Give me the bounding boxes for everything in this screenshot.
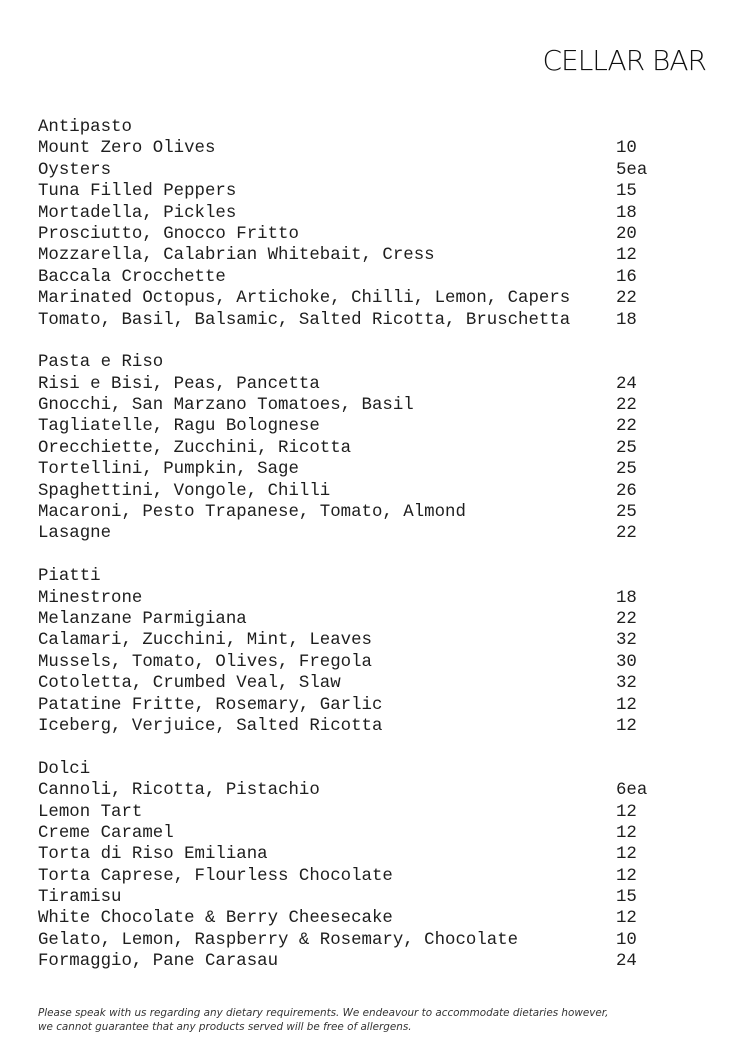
dietary-notice [38, 1006, 698, 1034]
item-price: 32 [616, 674, 637, 694]
item-name: Tuna Filled Peppers [38, 182, 237, 202]
menu-list [38, 117, 678, 994]
item-price: 5ea [616, 160, 648, 180]
item-name: Minestrone [38, 588, 143, 608]
menu-item [38, 438, 678, 459]
menu-item [38, 930, 678, 951]
item-name: Spaghettini, Vongole, Chilli [38, 481, 331, 501]
item-name: White Chocolate & Berry Cheesecake [38, 909, 393, 929]
item-name: Baccala Crocchette [38, 267, 226, 287]
item-name: Mozzarella, Calabrian Whitebait, Cress [38, 246, 435, 266]
item-price: 18 [616, 588, 637, 608]
menu-item [38, 160, 678, 181]
item-name: Torta di Riso Emiliana [38, 845, 268, 865]
brand-logo: CELLAR BAR [542, 44, 706, 77]
item-name: Gelato, Lemon, Raspberry & Rosemary, Chocolate [38, 930, 519, 950]
item-price: 12 [616, 866, 637, 886]
menu-item [38, 523, 678, 544]
item-price: 18 [616, 310, 637, 330]
item-price: 10 [616, 139, 637, 159]
menu-item [38, 844, 678, 865]
item-price: 22 [616, 609, 637, 629]
item-name: Cannoli, Ricotta, Pistachio [38, 781, 320, 801]
item-price: 30 [616, 652, 637, 672]
item-price: 22 [616, 524, 637, 544]
menu-item [38, 502, 678, 523]
menu-item [38, 887, 678, 908]
item-price: 22 [616, 417, 637, 437]
menu-item [38, 181, 678, 202]
section-title: Pasta e Riso [38, 353, 164, 373]
item-name: Mount Zero Olives [38, 139, 216, 159]
item-name: Lemon Tart [38, 802, 143, 822]
menu-item [38, 609, 678, 630]
menu-item [38, 908, 678, 929]
item-price: 18 [616, 203, 637, 223]
section-title: Antipasto [38, 118, 132, 137]
item-price: 15 [616, 888, 637, 908]
menu-item [38, 951, 678, 972]
item-name: Orecchiette, Zucchini, Ricotta [38, 438, 352, 458]
menu-item [38, 267, 678, 288]
item-name: Marinated Octopus, Artichoke, Chilli, Lemon, Capers [38, 289, 571, 309]
item-price: 12 [616, 823, 637, 843]
item-name: Tagliatelle, Ragu Bolognese [38, 417, 320, 437]
item-name: Mortadella, Pickles [38, 203, 237, 223]
menu-item [38, 652, 678, 673]
menu-item [38, 224, 678, 245]
menu-item [38, 288, 678, 309]
item-price: 25 [616, 503, 637, 523]
menu-item [38, 588, 678, 609]
menu-item [38, 374, 678, 395]
item-price: 20 [616, 224, 637, 244]
menu-item [38, 481, 678, 502]
menu-item [38, 823, 678, 844]
item-name: Melanzane Parmigiana [38, 609, 247, 629]
item-price: 12 [616, 845, 637, 865]
item-name: Cotoletta, Crumbed Veal, Slaw [38, 674, 341, 694]
item-name: Tomato, Basil, Balsamic, Salted Ricotta, Bruschetta [38, 310, 571, 330]
menu-item [38, 138, 678, 159]
item-name: Calamari, Zucchini, Mint, Leaves [38, 631, 372, 651]
item-price: 22 [616, 289, 637, 309]
item-price: 6ea [616, 781, 648, 801]
item-name: Torta Caprese, Flourless Chocolate [38, 866, 393, 886]
item-name: Patatine Fritte, Rosemary, Garlic [38, 695, 383, 715]
menu-item [38, 416, 678, 437]
menu-item [38, 395, 678, 416]
section-title: Piatti [38, 567, 101, 587]
item-price: 12 [616, 246, 637, 266]
item-name: Iceberg, Verjuice, Salted Ricotta [38, 716, 383, 736]
item-name: Tortellini, Pumpkin, Sage [38, 460, 299, 480]
dietary-notice-line: we cannot guarantee that any products served will be free of allergens. [38, 1021, 412, 1033]
menu-item [38, 802, 678, 823]
item-price: 12 [616, 695, 637, 715]
item-name: Tiramisu [38, 888, 122, 908]
menu-item [38, 310, 678, 331]
item-price: 25 [616, 438, 637, 458]
menu-section [38, 117, 678, 331]
item-name: Oysters [38, 160, 112, 180]
item-price: 24 [616, 952, 637, 972]
menu-section [38, 566, 678, 737]
menu-item [38, 780, 678, 801]
section-title: Dolci [38, 759, 91, 779]
item-name: Lasagne [38, 524, 112, 544]
item-price: 10 [616, 930, 637, 950]
menu-item [38, 673, 678, 694]
item-name: Gnocchi, San Marzano Tomatoes, Basil [38, 396, 414, 416]
item-name: Prosciutto, Gnocco Fritto [38, 224, 299, 244]
menu-item [38, 716, 678, 737]
item-price: 12 [616, 909, 637, 929]
item-price: 16 [616, 267, 637, 287]
item-name: Risi e Bisi, Peas, Pancetta [38, 374, 320, 394]
menu-item [38, 459, 678, 480]
item-name: Mussels, Tomato, Olives, Fregola [38, 652, 372, 672]
item-price: 22 [616, 396, 637, 416]
item-name: Formaggio, Pane Carasau [38, 952, 279, 972]
menu-item [38, 630, 678, 651]
menu-item [38, 695, 678, 716]
menu-section [38, 759, 678, 973]
item-price: 25 [616, 460, 637, 480]
item-price: 12 [616, 802, 637, 822]
menu-section [38, 352, 678, 545]
menu-item [38, 866, 678, 887]
menu-item [38, 245, 678, 266]
item-name: Macaroni, Pesto Trapanese, Tomato, Almond [38, 503, 466, 523]
item-price: 32 [616, 631, 637, 651]
item-name: Creme Caramel [38, 823, 174, 843]
item-price: 15 [616, 182, 637, 202]
dietary-notice-line: Please speak with us regarding any dietary requirements. We endeavour to accommodate dietaries however, [38, 1007, 609, 1019]
item-price: 12 [616, 716, 637, 736]
item-price: 24 [616, 374, 637, 394]
menu-item [38, 203, 678, 224]
item-price: 26 [616, 481, 637, 501]
